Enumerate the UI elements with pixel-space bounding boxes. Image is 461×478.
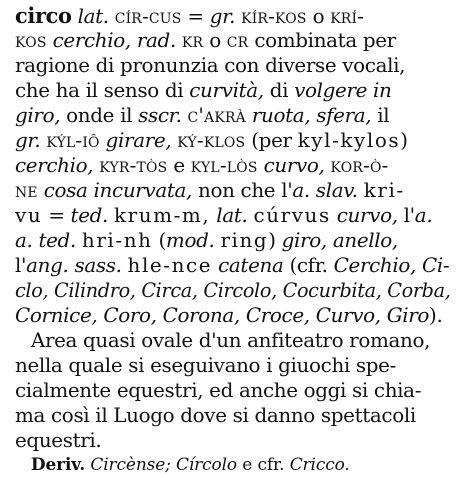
text-segment: mod.	[165, 228, 215, 252]
text-segment: c'akrà	[187, 103, 246, 127]
entry-line-9	[15, 203, 451, 228]
deriv-item: Círcolo	[176, 455, 238, 475]
text-segment: gr.	[209, 4, 236, 28]
text-segment: kri-	[363, 178, 405, 202]
text-segment: curvo,	[336, 203, 398, 227]
entry-line-6	[15, 128, 451, 153]
derivatives-line	[15, 453, 451, 478]
deriv-joiner: e cfr.	[237, 455, 290, 475]
entry-line-3	[15, 53, 451, 78]
text-segment: =	[42, 203, 71, 227]
entry-line-18	[15, 428, 451, 453]
text-segment: Cerchio, Ci-	[333, 253, 450, 277]
text-segment: Cornice, Coro, Corona, Croce, Curvo, Giro	[15, 303, 430, 327]
text-segment: cialmente equestri, ed anche oggi si chia-	[15, 378, 422, 402]
entry-line-16	[15, 378, 451, 403]
text-segment: l'	[397, 203, 415, 227]
entry-line-7	[15, 153, 451, 178]
deriv-label: Deriv.	[30, 455, 86, 475]
entry-line-12	[15, 278, 451, 303]
text-segment: hle-nce	[127, 253, 213, 277]
text-segment: cúrvus	[253, 203, 331, 227]
entry-line-13	[15, 303, 451, 328]
text-segment: anello,	[332, 228, 398, 252]
text-segment: curvità,	[189, 78, 264, 102]
text-segment: e	[167, 153, 191, 177]
text-segment: kyl-kylos	[297, 128, 401, 152]
text-segment: kor-ò-	[330, 153, 389, 177]
text-segment: =	[181, 4, 210, 28]
text-segment: kyr-tòs	[99, 153, 168, 177]
text-segment: o	[203, 28, 227, 52]
entry-line-5	[15, 103, 451, 128]
text-segment: sscr.	[138, 103, 182, 127]
entry-line-1	[15, 3, 451, 28]
text-segment: rad.	[136, 28, 176, 52]
text-segment: (	[152, 228, 166, 252]
text-segment: giro,	[15, 103, 61, 127]
text-segment: ký-klos	[177, 128, 246, 152]
text-segment: cír-cus	[114, 4, 182, 28]
text-segment: clo, Cilindro, Circa, Circolo, Cocurbita, Corba,	[15, 278, 451, 302]
text-segment: cr	[226, 28, 249, 52]
entry-line-11	[15, 253, 451, 278]
text-segment: ma così il Luogo dove si danno spettacoli	[15, 403, 416, 427]
text-segment: Area quasi ovale d'un anfiteatro romano,	[30, 328, 431, 352]
text-segment: krum-m,	[113, 203, 211, 227]
headword: circo	[15, 3, 72, 28]
text-segment: (cfr.	[283, 253, 334, 277]
text-segment: cerchio,	[15, 153, 94, 177]
text-segment: catena	[218, 253, 284, 277]
text-segment: ang. sass.	[26, 253, 122, 277]
text-segment: (per	[245, 128, 298, 152]
entry-line-2	[15, 28, 451, 53]
text-segment: cerchio,	[52, 28, 131, 52]
text-segment: cosa incurvata,	[43, 178, 193, 202]
text-segment: nella quale si eseguivano i giuochi spe-	[15, 353, 396, 377]
text-segment: kír-kos	[241, 4, 307, 28]
text-segment: o	[306, 4, 331, 28]
text-segment: di	[263, 78, 295, 102]
text-segment: )	[400, 128, 408, 152]
dictionary-entry	[15, 3, 453, 478]
entry-line-14	[15, 328, 451, 353]
text-segment: onde il	[60, 103, 139, 127]
entry-line-10	[15, 228, 451, 253]
text-segment: a. ted.	[15, 228, 76, 252]
text-segment: krí-	[330, 4, 365, 28]
entry-line-15	[15, 353, 451, 378]
text-segment: sfera,	[316, 103, 372, 127]
text-segment: ne	[15, 178, 38, 202]
deriv-item: Cricco.	[289, 455, 350, 475]
text-segment: )	[268, 228, 282, 252]
text-segment: lat.	[216, 203, 248, 227]
text-segment: a. slav.	[292, 178, 358, 202]
text-segment: ragione di pronunzia con diverse vocali,	[15, 53, 406, 77]
text-segment: kýl-iô	[46, 128, 100, 152]
text-segment: curvo,	[263, 153, 325, 177]
text-segment: volgere in	[294, 78, 392, 102]
entry-line-8	[15, 178, 451, 203]
text-segment: combinata per	[248, 28, 396, 52]
text-segment: l'	[15, 253, 27, 277]
text-segment: ring	[220, 228, 269, 252]
text-segment: kyl-lòs	[190, 153, 258, 177]
text-segment: girare,	[105, 128, 172, 152]
text-segment: giro,	[281, 228, 327, 252]
text-segment: hri-nh	[81, 228, 153, 252]
entry-line-4	[15, 78, 451, 103]
text-segment: kr	[181, 28, 204, 52]
text-segment: che ha il senso di	[15, 78, 190, 102]
text-segment: ruota,	[251, 103, 311, 127]
text-segment: ted.	[70, 203, 109, 227]
text-segment: vu	[15, 203, 43, 227]
text-segment: gr.	[15, 128, 41, 152]
entry-line-17	[15, 403, 451, 428]
text-segment: equestri.	[15, 428, 102, 452]
text-segment: kos	[15, 28, 47, 52]
deriv-item: Circènse;	[90, 455, 171, 475]
text-segment: a.	[414, 203, 433, 227]
text-segment: il	[371, 103, 390, 127]
text-segment: ).	[429, 303, 443, 327]
text-segment: lat.	[77, 4, 109, 28]
text-segment: non che l'	[192, 178, 293, 202]
